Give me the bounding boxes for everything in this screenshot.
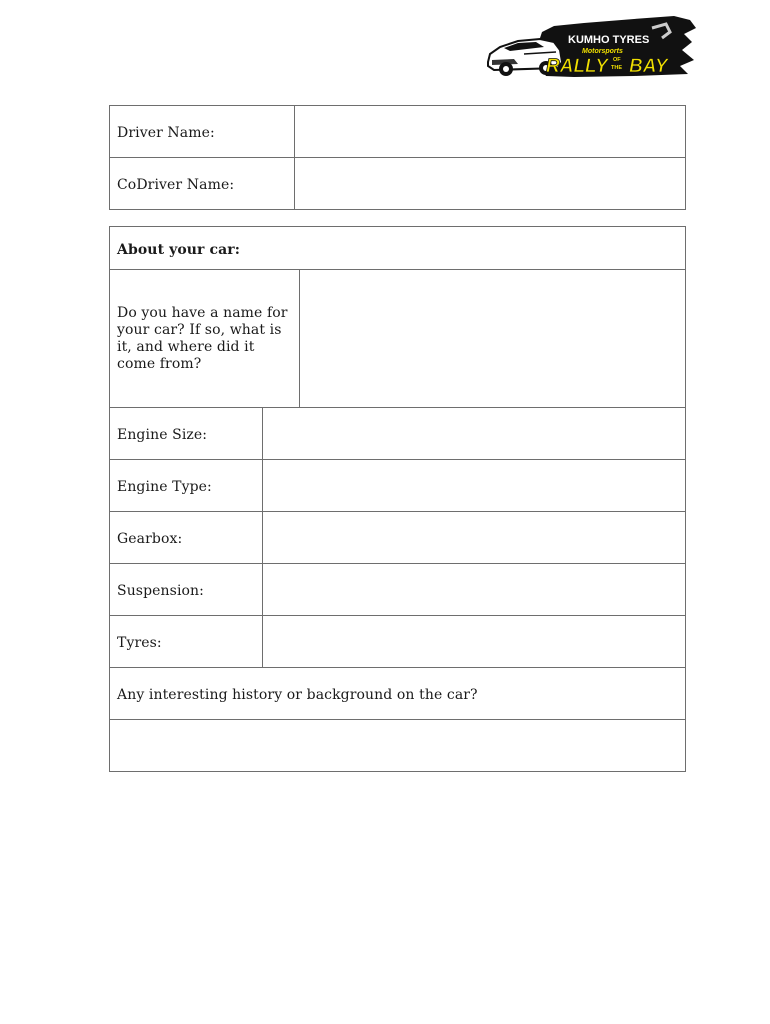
history-answer-row	[110, 720, 686, 772]
tyres-row	[110, 616, 686, 668]
driver-row	[110, 106, 686, 158]
car-name-question-cell	[110, 270, 300, 408]
suspension-field[interactable]	[263, 564, 686, 616]
driver-name-field[interactable]	[295, 106, 686, 158]
engine-type-row	[110, 460, 686, 512]
engine-type-field[interactable]	[263, 460, 686, 512]
logo-word1: RALLY	[546, 56, 608, 77]
driver-name-label: Driver Name:	[117, 125, 215, 141]
engine-size-label-cell	[110, 408, 263, 460]
driver-name-label-cell	[110, 106, 295, 158]
gearbox-label-cell	[110, 512, 263, 564]
driver-table	[109, 105, 686, 210]
car-name-field[interactable]	[300, 270, 686, 408]
gearbox-label: Gearbox:	[117, 531, 183, 547]
engine-type-label: Engine Type:	[117, 479, 212, 495]
rally-of-the-bay-logo	[484, 14, 698, 80]
engine-size-label: Engine Size:	[117, 427, 208, 443]
history-question-row	[110, 668, 686, 720]
engine-size-field[interactable]	[263, 408, 686, 460]
codriver-name-label: CoDriver Name:	[117, 177, 235, 193]
history-question-cell	[110, 668, 686, 720]
logo-line2: Motorsports	[582, 48, 623, 55]
car-name-question: Do you have a name for your car? If so, what is it, and where did it come from?	[117, 304, 288, 372]
tyres-label: Tyres:	[117, 635, 162, 651]
suspension-row	[110, 564, 686, 616]
gearbox-row	[110, 512, 686, 564]
logo-line1: KUMHO TYRES	[568, 34, 650, 46]
logo-small-of: OF	[613, 57, 621, 63]
logo-word2: BAY	[629, 56, 668, 77]
logo-small-the: THE	[611, 65, 622, 71]
engine-type-label-cell	[110, 460, 263, 512]
suspension-label-cell	[110, 564, 263, 616]
codriver-name-field[interactable]	[295, 158, 686, 210]
tyres-field[interactable]	[263, 616, 686, 668]
history-answer-field[interactable]	[110, 720, 686, 772]
codriver-row	[110, 158, 686, 210]
tyres-label-cell	[110, 616, 263, 668]
history-question: Any interesting history or background on the car?	[117, 687, 478, 703]
car-table	[109, 226, 686, 772]
codriver-name-label-cell	[110, 158, 295, 210]
car-name-row	[110, 270, 686, 408]
about-car-heading: About your car:	[117, 241, 241, 258]
about-car-row	[110, 227, 686, 270]
gearbox-field[interactable]	[263, 512, 686, 564]
about-car-heading-cell	[110, 227, 686, 270]
suspension-label: Suspension:	[117, 583, 204, 599]
engine-size-row	[110, 408, 686, 460]
